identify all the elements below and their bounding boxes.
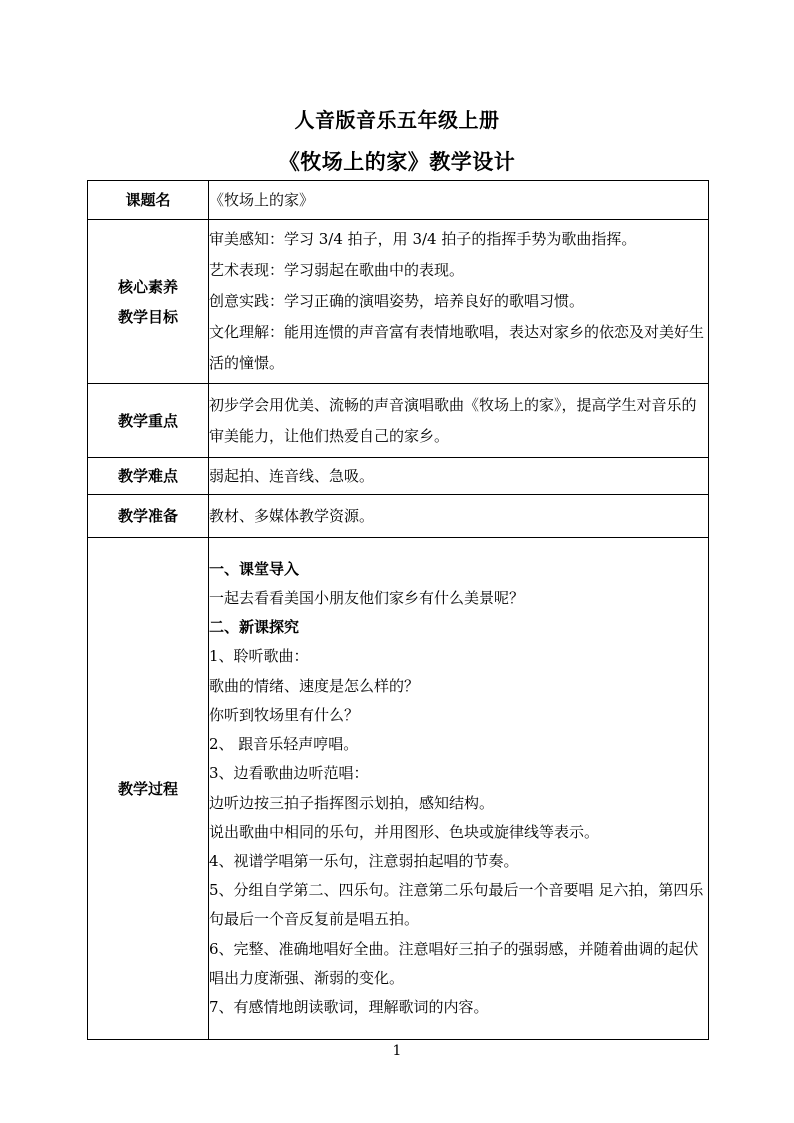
row-label-goals [88,220,209,384]
process-line: 7、有感情地朗读歌词，理解歌词的内容。 [209,997,489,1016]
table-row-preparation [88,495,709,538]
goal-culture: 文化理解：能用连惯的声音富有表情地歌唱，表达对家乡的依恋及对美好生活的憧憬。 [209,323,705,372]
process-line: 6、完整、准确地唱好全曲。注意唱好三拍子的强弱感，并随着曲调的起伏唱出力度渐强、渐弱的变化。 [209,939,699,987]
key-points-text: 初步学会用优美、流畅的声音演唱歌曲《牧场上的家》，提高学生对音乐的审美能力，让他们热爱自己的家乡。 [209,395,697,445]
table-row-key-points [88,384,709,458]
process-line: 4、视谱学唱第一乐句，注意弱拍起唱的节奏。 [209,851,519,870]
topic-text: 《牧场上的家》 [209,190,315,209]
row-label-topic: 课题名 [88,181,209,220]
process-line: 5、分组自学第二、四乐句。注意第二乐句最后一个音要唱 足六拍，第四乐句最后一个音反复前是唱五拍。 [209,881,704,929]
row-content-goals [209,220,709,384]
process-line: 歌曲的情绪、速度是怎么样的？ [209,676,420,695]
row-label-preparation: 教学准备 [88,495,209,538]
process-section-intro: 一、课堂导入 [209,559,300,578]
difficulties-text: 弱起拍、连音线、急吸。 [209,466,375,485]
row-content-preparation [209,495,709,538]
row-content-difficulties [209,458,709,495]
process-line: 你听到牧场里有什么？ [209,705,360,724]
table-row-topic [88,181,709,220]
goal-aesthetic: 审美感知：学习 3/4 拍子，用 3/4 拍子的指挥手势为歌曲指挥。 [209,230,637,248]
process-section-explore: 二、新课探究 [209,618,300,637]
table-row-difficulties [88,458,709,495]
process-line: 3、边看歌曲边听范唱： [209,764,369,783]
goals-label-line-2: 教学目标 [117,307,178,326]
process-line: 1、聆听歌曲： [209,647,309,666]
process-line: 说出歌曲中相同的乐句，并用图形、色块或旋律线等表示。 [209,822,600,841]
table-row-process [88,538,709,1040]
table-row-goals [88,220,709,384]
row-content-topic [209,181,709,220]
goal-expression: 艺术表现：学习弱起在歌曲中的表现。 [209,261,465,279]
lesson-plan-table [87,180,709,1040]
goal-creative: 创意实践：学习正确的演唱姿势，培养良好的歌唱习惯。 [209,292,585,310]
row-label-difficulties: 教学难点 [88,458,209,495]
page-number: 1 [392,1043,402,1059]
row-label-key-points: 教学重点 [88,384,209,458]
process-line: 一起去看看美国小朋友他们家乡有什么美景呢？ [209,589,525,608]
row-label-process: 教学过程 [88,538,209,1040]
document-title: 人音版音乐五年级上册 [294,108,500,132]
lesson-title: 《牧场上的家》教学设计 [278,149,516,174]
process-line: 2、 跟音乐轻声哼唱。 [209,735,359,754]
process-line: 边听边按三拍子指挥图示划拍，感知结构。 [209,793,495,812]
row-content-key-points [209,384,709,458]
goals-label-line-1: 核心素养 [117,277,178,296]
preparation-text: 教材、多媒体教学资源。 [209,506,375,525]
row-content-process [209,538,709,1040]
